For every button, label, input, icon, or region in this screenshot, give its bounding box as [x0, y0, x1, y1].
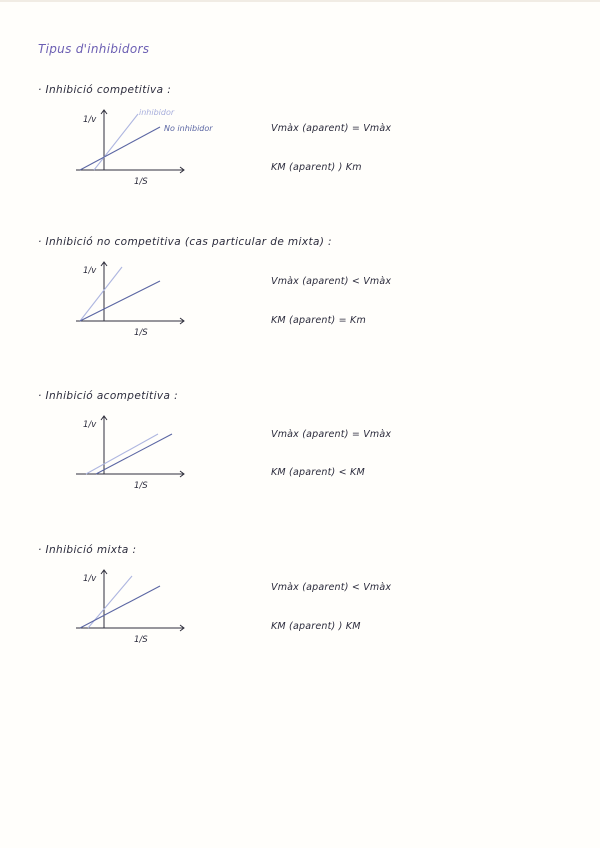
line-no-inhibitor — [96, 434, 172, 474]
eq-vmax-mixed: Vmàx (aparent) < Vmàx — [271, 582, 392, 593]
y-axis-label: 1/v — [83, 574, 97, 584]
line-inhibitor — [86, 434, 158, 474]
x-axis-label: 1/S — [134, 635, 148, 645]
x-axis-label: 1/S — [134, 177, 148, 187]
line-no-inhibitor — [80, 127, 160, 170]
line-no-inhibitor — [80, 586, 160, 628]
legend-inhibitor: inhibidor — [139, 108, 175, 117]
eq-km-uncompetitive: KM (aparent) < KM — [271, 467, 365, 478]
y-axis-label: 1/v — [83, 115, 97, 125]
eq-km-noncompetitive: KM (aparent) = Km — [271, 315, 366, 326]
section-heading-competitive: · Inhibició competitiva : — [38, 84, 172, 96]
graph-uncompetitive — [70, 410, 270, 500]
legend-no-inhibitor: No inhibidor — [164, 124, 213, 133]
eq-vmax-noncompetitive: Vmàx (aparent) < Vmàx — [271, 276, 392, 287]
section-heading-uncompetitive: · Inhibició acompetitiva : — [38, 390, 179, 402]
x-axis-label: 1/S — [134, 328, 148, 338]
page-title: Tipus d'inhibidors — [38, 42, 150, 56]
x-axis-label: 1/S — [134, 481, 148, 491]
y-axis-label: 1/v — [83, 266, 97, 276]
eq-km-mixed: KM (aparent) ) KM — [271, 621, 361, 632]
eq-vmax-competitive: Vmàx (aparent) = Vmàx — [271, 123, 392, 134]
section-heading-noncompetitive: · Inhibició no competitiva (cas particular de mixta) : — [38, 236, 332, 248]
section-heading-mixed: · Inhibició mixta : — [38, 544, 137, 556]
line-no-inhibitor — [80, 281, 160, 321]
y-axis-label: 1/v — [83, 420, 97, 430]
eq-vmax-uncompetitive: Vmàx (aparent) = Vmàx — [271, 429, 392, 440]
graph-mixed — [70, 564, 270, 654]
graph-noncompetitive — [70, 256, 270, 346]
eq-km-competitive: KM (aparent) ) Km — [271, 162, 362, 173]
graph-competitive — [70, 104, 270, 194]
page-top-rule — [0, 0, 600, 2]
